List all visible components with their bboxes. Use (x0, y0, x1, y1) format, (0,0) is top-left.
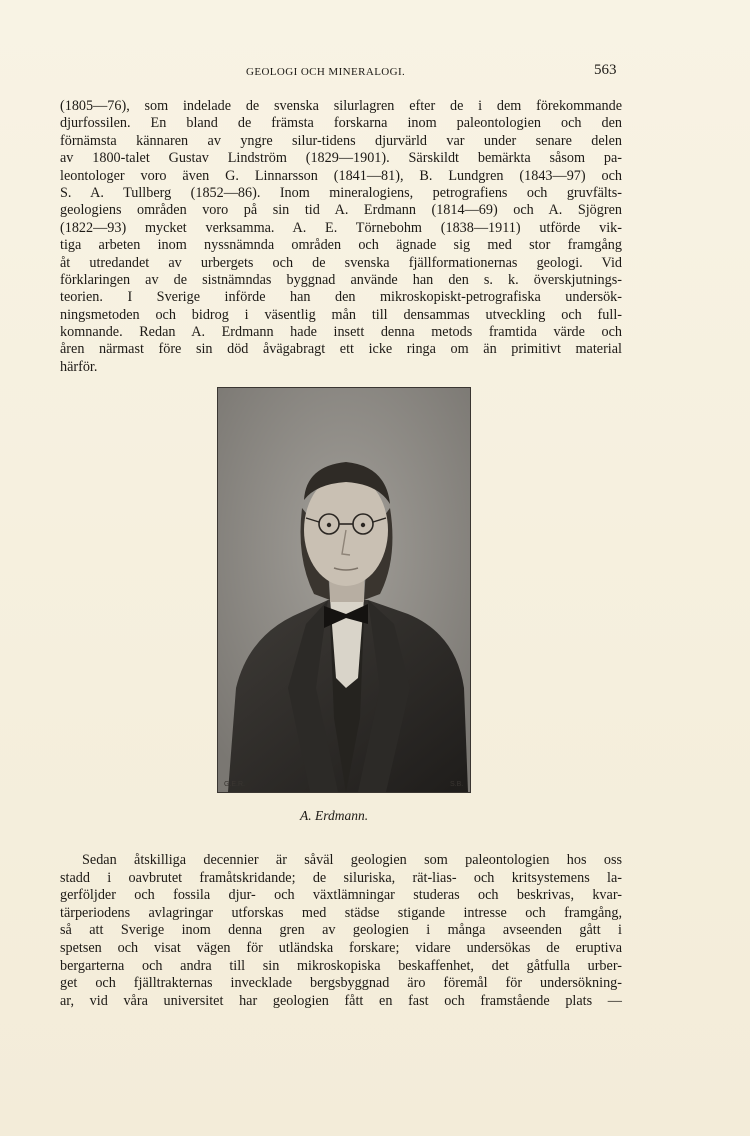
text-line: get och fjälltrakternas invecklade bergsbyggnad äro föremål för undersökning- (60, 975, 622, 992)
running-head: GEOLOGI OCH MINERALOGI. (246, 66, 406, 78)
text-line: spetsen och visat vägen för utländska forskare; vidare undersökas de eruptiva (60, 939, 622, 956)
text-line: tiga arbeten inom nyssnämnda områden och ägnade sig med stor framgång (60, 237, 622, 254)
engraver-mark-left: G.E.R. (224, 781, 246, 788)
text-line: Sedan åtskilliga decennier är såväl geologien som paleontologien hos oss (82, 852, 622, 868)
text-line: stadd i oavbrutet framåtskridande; de siluriska, rät-lias- och kritsystemens la- (60, 869, 622, 886)
text-line: (1805—76), som indelade de svenska silurlagren efter de i dem förekommande (60, 98, 622, 114)
portrait-illustration (218, 388, 470, 792)
text-line: leontologer voro även G. Linnarsson (1841—81), B. Lundgren (1843—97) och (60, 167, 622, 184)
text-line: bergarterna och andra till sin mikroskopiska beskaffenhet, det gåtfulla urber- (60, 957, 622, 974)
text-line: tärperiodens avlagringar utforskas med städse stigande intresse och framgång, (60, 904, 622, 921)
text-line: ningsmetoden och bidrog i väsentlig mån till densammas utveckling och full- (60, 306, 622, 323)
text-line: S. A. Tullberg (1852—86). Inom mineralogiens, petrografiens och gruvfälts- (60, 184, 622, 201)
text-line: teorien. I Sverige införde han den mikroskopiskt-petrografiska undersök- (60, 289, 622, 306)
figure-caption: A. Erdmann. (300, 808, 369, 823)
text-line: åt utredandet av urbergets och de svenska fjällformationernas geologi. Vid (60, 254, 622, 271)
top-paragraph (60, 98, 622, 376)
text-line: härför. (60, 358, 98, 375)
bottom-paragraph (60, 852, 622, 1010)
portrait-photo (217, 387, 471, 793)
engraver-mark-right: S.B. (450, 781, 464, 788)
text-line: förnämsta kännaren av yngre silur-tidens djurvärld var under senare delen (60, 132, 622, 149)
text-line: åren närmast före sin död åvägabragt ett icke ringa om än primitivt material (60, 341, 622, 358)
text-line: ar, vid våra universitet har geologien fått en fast och framstående plats — (60, 992, 622, 1009)
text-line: så att Sverige inom denna gren av geologien i många avseenden gått i (60, 922, 622, 939)
text-line: (1822—93) mycket verksamma. A. E. Törnebohm (1838—1911) utförde vik- (60, 219, 622, 236)
text-line: gerföljder och fossila djur- och växtlämningar studeras och beskrivas, kvar- (60, 887, 622, 904)
text-line: komnande. Redan A. Erdmann hade insett denna metods framtida värde och (60, 324, 622, 341)
text-line: geologiens områden voro på sin tid A. Erdmann (1814—69) och A. Sjögren (60, 202, 622, 219)
text-line: förklaringen av de sistnämndas byggnad använde han den s. k. överskjutnings- (60, 271, 622, 288)
text-line: av 1800-talet Gustav Lindström (1829—1901). Särskildt bemärkta såsom pa- (60, 150, 622, 167)
page-number: 563 (594, 62, 617, 78)
text-line: djurfossilen. En bland de främsta forskarna inom paleontologien och den (60, 115, 622, 132)
